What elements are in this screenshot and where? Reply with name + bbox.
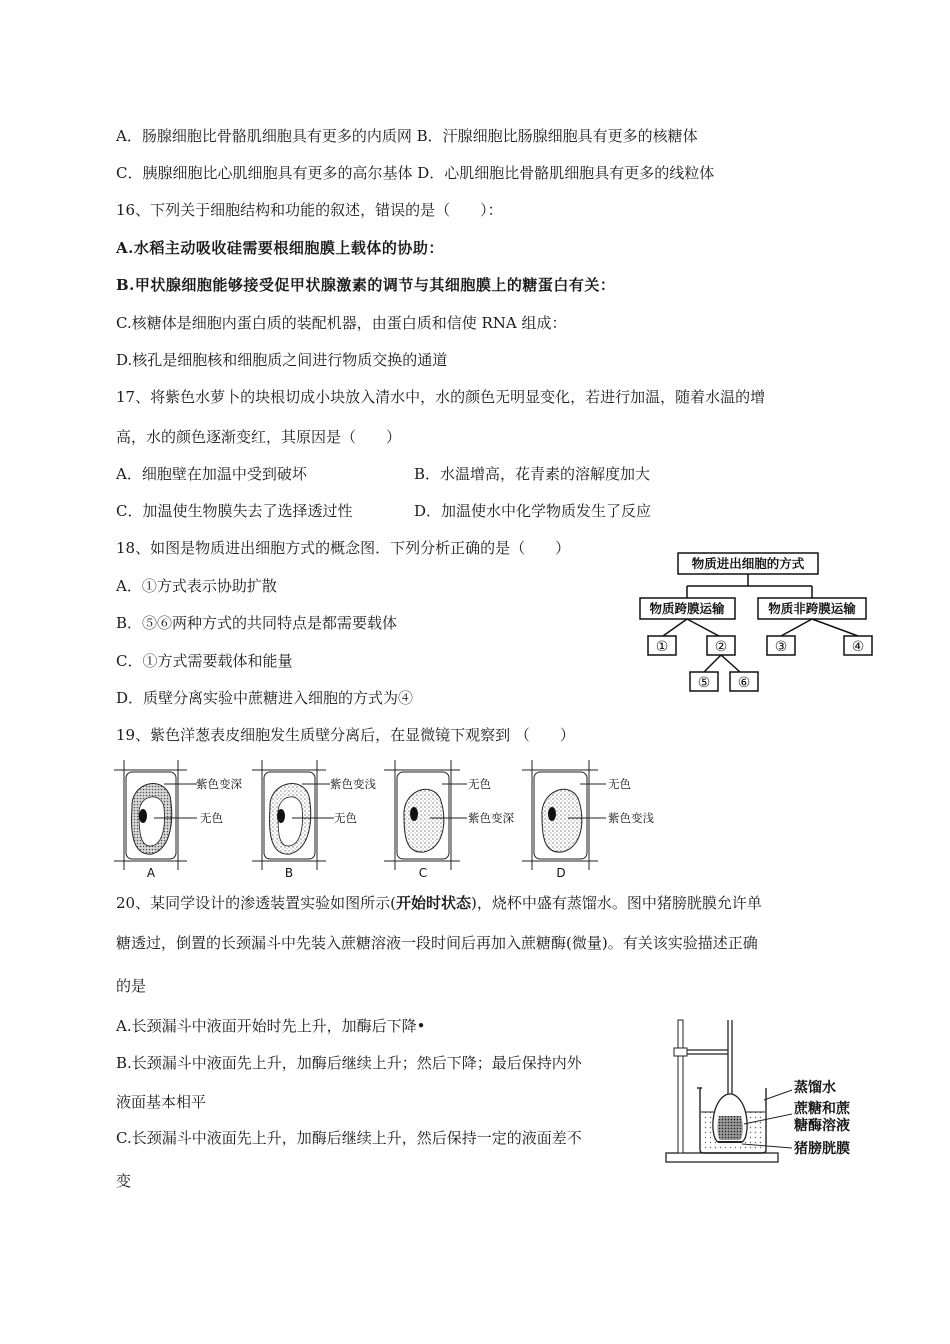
q20-option-b-line1: B.长颈漏斗中液面先上升，加酶后继续上升；然后下降；最后保持内外: [116, 1054, 582, 1072]
label-distilled-water: 蒸馏水: [794, 1080, 836, 1096]
q17-stem-line2: 高，水的颜色逐渐变红，其原因是（ ）: [116, 428, 402, 446]
cell-b-bottom-label: 无色: [334, 811, 357, 825]
label-solution-line1: 蔗糖和蔗: [794, 1101, 850, 1117]
q20-stem-emphasis: 开始时状态: [395, 894, 471, 912]
concept-non-transmembrane: 物质非跨膜运输: [768, 601, 856, 616]
concept-node-1: ①: [655, 639, 669, 655]
cell-b-letter: B: [284, 866, 294, 880]
concept-node-6: ⑥: [737, 675, 751, 691]
cell-a-letter: A: [146, 866, 156, 880]
q20-stem-line1: [116, 893, 762, 913]
q19-stem: 19、紫色洋葱表皮细胞发生质壁分离后，在显微镜下观察到 （ ）: [116, 726, 575, 744]
transport-concept-map: [636, 548, 876, 693]
q20-stem-line2: 糖透过，倒置的长颈漏斗中先装入蔗糖溶液一段时间后再加入蔗糖酶(微量)。有关该实验描述正确: [116, 934, 758, 952]
cell-b-top-label: 紫色变浅: [330, 777, 376, 791]
q20-option-b-line2: 液面基本相平: [116, 1093, 207, 1111]
label-solution-line2: 糖酶溶液: [794, 1118, 850, 1134]
q20-option-a: A.长颈漏斗中液面开始时先上升，加酶后下降•: [116, 1017, 426, 1035]
q16-option-c: C.核糖体是细胞内蛋白质的装配机器，由蛋白质和信使 RNA 组成：: [116, 314, 567, 332]
cell-a-top-label: 紫色变深: [196, 777, 242, 791]
concept-node-4: ④: [851, 639, 865, 655]
q17-stem-line1: 17、将紫色水萝卜的块根切成小块放入清水中，水的颜色无明显变化，若进行加温，随着水温的增: [116, 388, 766, 406]
concept-root: 物质进出细胞的方式: [691, 556, 805, 571]
concept-node-2: ②: [714, 639, 728, 655]
q20-option-c-line1: C.长颈漏斗中液面先上升，加酶后继续上升，然后保持一定的液面差不: [116, 1129, 582, 1147]
q20-option-c-line2: 变: [116, 1172, 132, 1190]
label-membrane: 猪膀胱膜: [794, 1141, 850, 1157]
q17-option-c: C．加温使生物膜失去了选择透过性: [116, 502, 353, 520]
osmosis-apparatus-figure: [664, 1016, 874, 1168]
q18-option-a: A．①方式表示协助扩散: [116, 577, 277, 595]
concept-transmembrane: 物质跨膜运输: [649, 601, 725, 616]
cell-c-top-label: 无色: [468, 777, 491, 791]
cell-c: [384, 760, 514, 880]
cell-b: [252, 760, 376, 880]
concept-node-5: ⑤: [697, 675, 711, 691]
q16-option-d: D.核孔是细胞核和细胞质之间进行物质交换的通道: [116, 351, 448, 369]
cell-a: [114, 760, 242, 880]
cell-d: [522, 760, 654, 880]
q15-option-cd: C．胰腺细胞比心肌细胞具有更多的高尔基体 D．心肌细胞比骨骼肌细胞具有更多的线粒体: [116, 164, 715, 182]
q17-option-d: D．加温使水中化学物质发生了反应: [414, 502, 652, 520]
q18-stem: 18、如图是物质进出细胞方式的概念图．下列分析正确的是（ ）: [116, 539, 571, 557]
cell-d-bottom-label: 紫色变浅: [608, 811, 654, 825]
q16-option-b: B.甲状腺细胞能够接受促甲状腺激素的调节与其细胞膜上的糖蛋白有关：: [116, 276, 616, 294]
q18-option-b: B．⑤⑥两种方式的共同特点是都需要载体: [116, 614, 398, 632]
q17-option-b: B．水温增高，花青素的溶解度加大: [414, 465, 651, 483]
q20-stem-line3: 的是: [116, 977, 147, 995]
onion-cell-figure: [112, 758, 682, 880]
q18-option-d: D．质壁分离实验中蔗糖进入细胞的方式为④: [116, 689, 414, 707]
cell-d-letter: D: [556, 866, 566, 880]
cell-c-bottom-label: 紫色变深: [468, 811, 514, 825]
q20-stem-pre: 20、某同学设计的渗透装置实验如图所示(: [116, 894, 396, 912]
cell-a-bottom-label: 无色: [200, 811, 223, 825]
q15-option-ab: A．肠腺细胞比骨骼肌细胞具有更多的内质网 B．汗腺细胞比肠腺细胞具有更多的核糖体: [116, 127, 698, 145]
concept-node-3: ③: [774, 639, 788, 655]
q18-option-c: C．①方式需要载体和能量: [116, 652, 293, 670]
cell-d-top-label: 无色: [608, 777, 631, 791]
q16-option-a: A.水稻主动吸收硅需要根细胞膜上载体的协助：: [116, 239, 444, 257]
cell-c-letter: C: [418, 866, 428, 880]
q16-stem: 16、下列关于细胞结构和功能的叙述，错误的是（ ）：: [116, 201, 503, 219]
q17-option-a: A．细胞壁在加温中受到破坏: [116, 465, 307, 483]
q20-stem-post: )，烧杯中盛有蒸馏水。图中猪膀胱膜允许单: [470, 894, 762, 912]
